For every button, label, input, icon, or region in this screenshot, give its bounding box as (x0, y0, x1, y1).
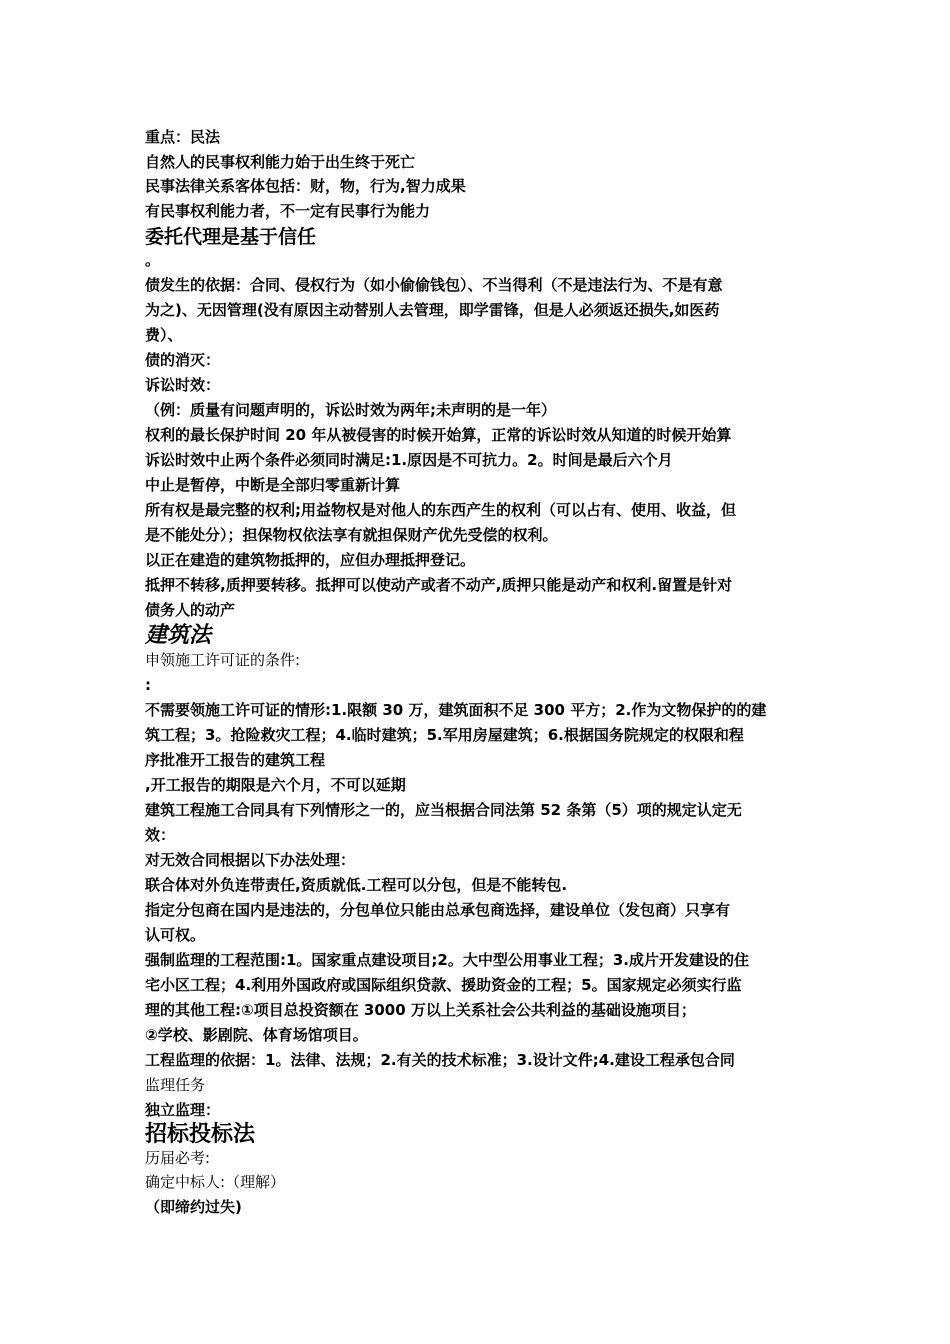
text-line: 监理任务 (145, 1076, 206, 1094)
text-line: 自然人的民事权利能力始于出生终于死亡 (145, 153, 416, 171)
text-line: 效： (145, 826, 176, 844)
text-line: 申领施工许可证的条件: (145, 651, 301, 669)
text-line: 诉讼时效： (145, 376, 221, 394)
text-line: 诉讼时效中止两个条件必须同时满足:1.原因是不可抗力。2。时间是最后六个月 (145, 451, 673, 469)
text-line: 抵押不转移,质押要转移。抵押可以使动产或者不动产,质押只能是动产和权利.留置是针对 (145, 576, 733, 594)
text-line: 所有权是最完整的权利;用益物权是对他人的东西产生的权利（可以占有、使用、收益，但 (145, 501, 737, 519)
heading-civil-law-focus: 重点：民法 (145, 128, 221, 146)
text-line: 有民事权利能力者，不一定有民事行为能力 (145, 202, 431, 220)
text-line: 筑工程；3。抢险救灾工程；4.临时建筑；5.军用房屋建筑；6.根据国务院规定的权限和程 (145, 726, 744, 744)
text-line: 权利的最长保护时间 20 年从被侵害的时候开始算，正常的诉讼时效从知道的时候开始算 (145, 426, 732, 444)
text-line: 理的其他工程:①项目总投资额在 3000 万以上关系社会公共利益的基础设施项目； (145, 1001, 696, 1019)
text-line: 指定分包商在国内是违法的，分包单位只能由总承包商选择，建设单位（发包商）只享有 (145, 901, 731, 919)
text-line: 独立监理： (145, 1101, 221, 1119)
text-line: 中止是暂停，中断是全部归零重新计算 (145, 476, 401, 494)
text-line: 。 (145, 251, 161, 269)
heading-bidding-law: 招标投标法 (145, 1122, 256, 1147)
text-line: 确定中标人:（理解） (145, 1173, 286, 1191)
text-line: 债务人的动产 (145, 601, 236, 619)
text-line: 历届必考: (145, 1149, 211, 1167)
text-line: : (145, 676, 151, 694)
text-line: 对无效合同根据以下办法处理： (145, 851, 356, 869)
text-line: （例：质量有问题声明的，诉讼时效为两年;未声明的是一年） (145, 401, 557, 419)
text-line: ,开工报告的期限是六个月，不可以延期 (145, 776, 406, 794)
text-line: 序批准开工报告的建筑工程 (145, 751, 326, 769)
text-line: 债的消灭： (145, 351, 221, 369)
text-line: 强制监理的工程范围:1。国家重点建设项目;2。大中型公用事业工程；3.成片开发建设的住 (145, 951, 750, 969)
text-line: （即缔约过失) (145, 1198, 242, 1216)
heading-construction-law: 建筑法 (145, 623, 212, 648)
text-line: 宅小区工程；4.利用外国政府或国际组织贷款、援助资金的工程；5。国家规定必须实行监 (145, 976, 742, 994)
text-line: 债发生的依据：合同、侵权行为（如小偷偷钱包）、不当得利（不是违法行为、不是有意 (145, 276, 723, 294)
text-line: 不需要领施工许可证的情形:1.限额 30 万，建筑面积不足 300 平方；2.作为文物保护的的建 (145, 701, 767, 719)
text-line: 是不能处分）；担保物权依法享有就担保财产优先受偿的权利。 (145, 526, 558, 544)
text-line: 建筑工程施工合同具有下列情形之一的，应当根据合同法第 52 条第（5）项的规定认定无 (145, 801, 742, 819)
text-line: 为之)、无因管理(没有原因主动替别人去管理，即学雷锋，但是人必须返还损失,如医药 (145, 301, 720, 319)
text-line: 联合体对外负连带责任,资质就低.工程可以分包，但是不能转包. (145, 876, 568, 894)
text-line: 民事法律关系客体包括：财，物，行为,智力成果 (145, 177, 466, 195)
heading-agency: 委托代理是基于信任 (145, 226, 317, 248)
text-line: 认可权。 (145, 926, 206, 944)
text-line: 以正在建造的建筑物抵押的，应但办理抵押登记。 (145, 551, 476, 569)
text-line: ②学校、影剧院、体育场馆项目。 (145, 1026, 368, 1044)
text-line: 工程监理的依据：1。法律、法规；2.有关的技术标准；3.设计文件;4.建设工程承包合同 (145, 1051, 735, 1069)
text-line: 费）、 (145, 326, 183, 344)
